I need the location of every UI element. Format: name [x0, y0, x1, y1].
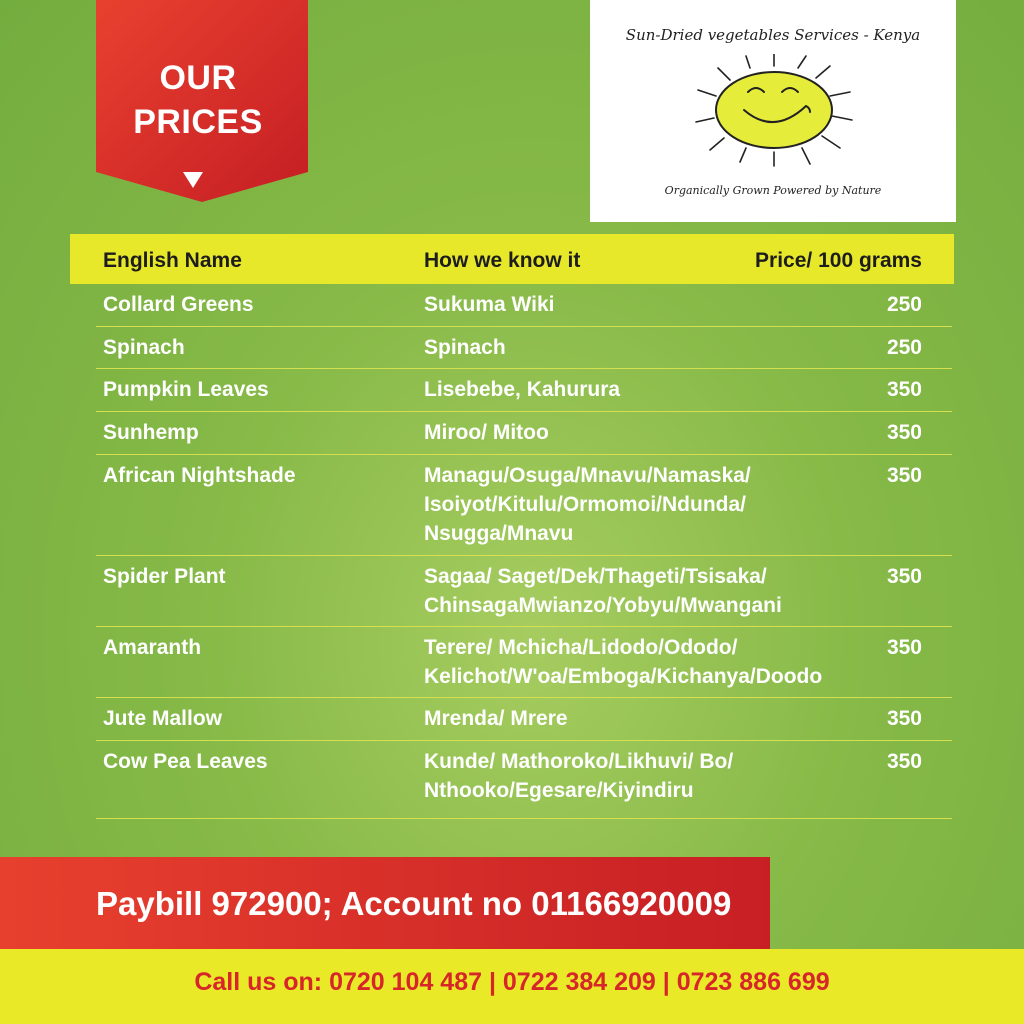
english-name: Amaranth: [103, 636, 202, 659]
local-name: Miroo/ Mitoo: [424, 421, 549, 444]
english-name: Spinach: [103, 336, 185, 359]
price: 350: [886, 750, 922, 773]
header-price: Price/ 100 grams: [755, 249, 922, 272]
local-name: Sukuma Wiki: [424, 293, 555, 316]
contact-banner: [0, 949, 1024, 1024]
english-name: Cow Pea Leaves: [103, 750, 268, 773]
local-name: Lisebebe, Kahurura: [424, 378, 621, 401]
english-name: Jute Mallow: [103, 707, 223, 730]
table-row: [96, 369, 952, 412]
logo-tagline: Organically Grown Powered by Nature: [664, 184, 882, 197]
price: 250: [886, 293, 922, 316]
header-english-name: English Name: [103, 249, 242, 272]
table-row: [96, 284, 952, 327]
banner-line-2: PRICES: [133, 103, 263, 141]
table-row: [96, 741, 952, 819]
price: 350: [886, 464, 922, 487]
banner-line-1: OUR: [159, 59, 237, 97]
local-name: Sagaa/ Saget/Dek/Thageti/Tsisaka/ ChinsagaMwianzo/Yobyu/Mwangani: [424, 565, 782, 617]
company-logo: [590, 0, 956, 222]
price: 350: [886, 378, 922, 401]
local-name: Terere/ Mchicha/Lidodo/Ododo/ Kelichot/W'oa/Emboga/Kichanya/Doodo: [424, 636, 823, 688]
table-row: [96, 556, 952, 627]
english-name: Sunhemp: [103, 421, 199, 444]
down-arrow-icon: [183, 172, 203, 188]
price: 250: [886, 336, 922, 359]
english-name: Collard Greens: [103, 293, 254, 316]
paybill-text: Paybill 972900; Account no 01166920009: [96, 885, 732, 922]
table-row: [96, 627, 952, 698]
english-name: Spider Plant: [103, 565, 226, 588]
local-name: Kunde/ Mathoroko/Likhuvi/ Bo/ Nthooko/Egesare/Kiyindiru: [424, 750, 734, 802]
header-local-name: How we know it: [424, 249, 581, 272]
smiling-sun-icon: [690, 54, 856, 174]
payment-banner: [0, 857, 770, 949]
table-row: [96, 412, 952, 455]
price-table-header: [70, 234, 954, 284]
local-name: Managu/Osuga/Mnavu/Namaska/ Isoiyot/Kitulu/Ormomoi/Ndunda/ Nsugga/Mnavu: [424, 464, 751, 545]
price: 350: [886, 421, 922, 444]
price-table: [96, 284, 952, 819]
prices-banner: [96, 0, 308, 202]
table-row: [96, 698, 952, 741]
english-name: Pumpkin Leaves: [103, 378, 269, 401]
table-row: [96, 455, 952, 556]
logo-title: Sun-Dried vegetables Services - Kenya: [625, 26, 921, 44]
phone-numbers: Call us on: 0720 104 487 | 0722 384 209 | 0723 886 699: [194, 968, 830, 996]
price: 350: [886, 636, 922, 659]
english-name: African Nightshade: [103, 464, 296, 487]
price: 350: [886, 565, 922, 588]
banner-title: [96, 56, 300, 144]
table-row: [96, 327, 952, 369]
local-name: Spinach: [424, 336, 506, 359]
local-name: Mrenda/ Mrere: [424, 707, 568, 730]
price: 350: [886, 707, 922, 730]
